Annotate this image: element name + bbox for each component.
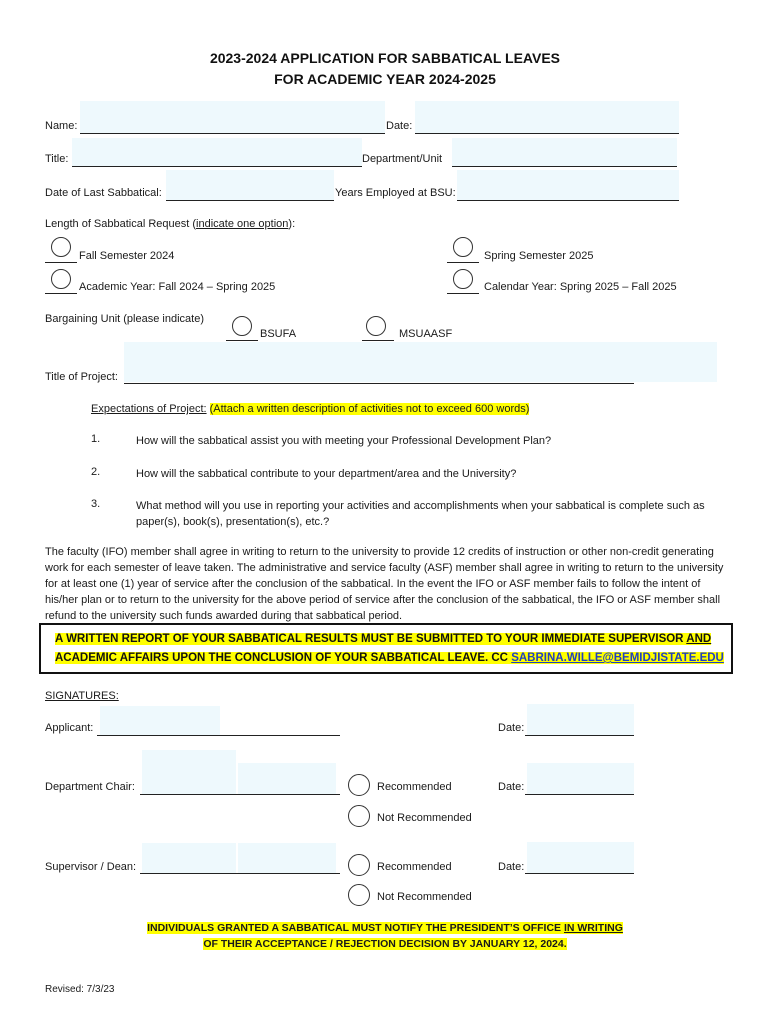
notice-line-2: ACADEMIC AFFAIRS UPON THE CONCLUSION OF YOUR SABBATICAL LEAVE. CC SABRINA.WILLE@BEMIDJISTATE.EDU	[55, 652, 724, 664]
question-2-number: 2.	[91, 466, 101, 478]
applicant-date-field[interactable]	[527, 704, 634, 735]
bsufa-radio[interactable]	[232, 316, 252, 336]
supervisor-date-line	[525, 873, 634, 874]
project-title-input[interactable]	[124, 342, 717, 382]
agreement-paragraph: The faculty (IFO) member shall agree in writing to return to the university to provide 12 credits of instruction or other non-credit generating work for each semester of leave taken. The administrative and service faculty (ASF) member shall agree in writing to return to the university for at least one (1) year of service after the conclusion of the sabbatical. In the event the IFO or ASF member fails to follow the intent of his/her plan or to return to the university for the above period of service after the conclusion of the sabbatical, the IFO or ASF member shall refund to the university such funds awarded during that sabbatical period.	[45, 546, 724, 622]
calendar-year-radio[interactable]	[453, 269, 473, 289]
project-title-line	[124, 383, 634, 384]
date-input[interactable]	[415, 101, 679, 133]
bargaining-label: Bargaining Unit (please indicate)	[45, 313, 204, 325]
form-title-line1: 2023-2024 APPLICATION FOR SABBATICAL LEAVES	[209, 50, 561, 66]
signatures-heading: SIGNATURES:	[45, 690, 119, 702]
chair-not-recommended-radio[interactable]	[348, 805, 370, 827]
spring-2025-label: Spring Semester 2025	[484, 250, 594, 262]
spring-2025-radio[interactable]	[453, 237, 473, 257]
question-3-number: 3.	[91, 498, 101, 510]
final-notice-line-1: INDIVIDUALS GRANTED A SABBATICAL MUST NOTIFY THE PRESIDENT’S OFFICE IN WRITING	[147, 922, 623, 934]
last-sabbatical-line	[166, 200, 334, 201]
title-line	[72, 166, 362, 167]
chair-signature-field-a[interactable]	[142, 750, 236, 794]
calendar-year-blank	[447, 293, 479, 294]
department-input[interactable]	[452, 138, 677, 166]
msuaasf-radio[interactable]	[366, 316, 386, 336]
expectations-heading: Expectations of Project: (Attach a written description of activities not to exceed 600 words)	[91, 403, 530, 415]
chair-not-recommended-label: Not Recommended	[377, 812, 472, 824]
applicant-label: Applicant:	[45, 722, 94, 734]
years-employed-input[interactable]	[457, 170, 679, 200]
question-1-text: How will the sabbatical assist you with meeting your Professional Development Plan?	[136, 435, 552, 447]
chair-recommended-label: Recommended	[377, 781, 452, 793]
chair-date-line	[525, 794, 634, 795]
name-line	[80, 133, 385, 134]
revised-date: Revised: 7/3/23	[45, 984, 115, 995]
chair-label: Department Chair:	[45, 781, 135, 793]
last-sabbatical-input[interactable]	[166, 170, 334, 200]
expectations-note: (Attach a written description of activities not to exceed 600 words)	[209, 403, 530, 415]
fall-2024-label: Fall Semester 2024	[79, 250, 175, 262]
title-input[interactable]	[72, 138, 362, 166]
final-notice-line-2: OF THEIR ACCEPTANCE / REJECTION DECISION BY JANUARY 12, 2024.	[203, 938, 567, 950]
academic-year-label: Academic Year: Fall 2024 – Spring 2025	[79, 281, 276, 293]
project-title-label: Title of Project:	[45, 371, 118, 383]
applicant-date-line	[525, 735, 634, 736]
spring-2025-blank	[447, 262, 479, 263]
years-employed-line	[457, 200, 679, 201]
date-label: Date:	[386, 120, 413, 132]
msuaasf-label: MSUAASF	[399, 328, 453, 340]
supervisor-not-recommended-radio[interactable]	[348, 884, 370, 906]
bsufa-label: BSUFA	[260, 328, 297, 340]
chair-signature-field-b[interactable]	[238, 763, 336, 794]
title-label: Title:	[45, 153, 69, 165]
question-2-text: How will the sabbatical contribute to your department/area and the University?	[136, 468, 517, 480]
report-notice-box	[39, 623, 733, 674]
name-label: Name:	[45, 120, 78, 132]
form-title-line2: FOR ACADEMIC YEAR 2024-2025	[274, 71, 496, 87]
supervisor-date-field[interactable]	[527, 842, 634, 873]
supervisor-signature-field-a[interactable]	[142, 843, 236, 874]
chair-date-field[interactable]	[527, 763, 634, 794]
supervisor-not-recommended-label: Not Recommended	[377, 891, 472, 903]
supervisor-recommended-label: Recommended	[377, 861, 452, 873]
applicant-line	[97, 735, 340, 736]
fall-2024-radio[interactable]	[51, 237, 71, 257]
date-line	[415, 133, 679, 134]
supervisor-label: Supervisor / Dean:	[45, 861, 137, 873]
department-label: Department/Unit	[362, 153, 443, 165]
applicant-date-label: Date:	[498, 722, 525, 734]
years-employed-label: Years Employed at BSU:	[335, 187, 456, 199]
academic-year-radio[interactable]	[51, 269, 71, 289]
notice-line-1: A WRITTEN REPORT OF YOUR SABBATICAL RESULTS MUST BE SUBMITTED TO YOUR IMMEDIATE SUPERVISOR AND	[55, 633, 712, 645]
name-input[interactable]	[80, 101, 385, 133]
chair-line	[140, 794, 340, 795]
email-link[interactable]: SABRINA.WILLE@BEMIDJISTATE.EDU	[511, 652, 724, 664]
department-line	[452, 166, 677, 167]
question-1-number: 1.	[91, 433, 101, 445]
last-sabbatical-label: Date of Last Sabbatical:	[45, 187, 162, 199]
academic-year-blank	[45, 293, 77, 294]
length-label: Length of Sabbatical Request (indicate one option):	[45, 218, 296, 230]
supervisor-recommended-radio[interactable]	[348, 854, 370, 876]
calendar-year-label: Calendar Year: Spring 2025 – Fall 2025	[484, 281, 677, 293]
chair-recommended-radio[interactable]	[348, 774, 370, 796]
bsufa-blank	[226, 340, 258, 341]
applicant-signature-field[interactable]	[100, 706, 220, 735]
supervisor-date-label: Date:	[498, 861, 525, 873]
chair-date-label: Date:	[498, 781, 525, 793]
fall-2024-blank	[45, 262, 77, 263]
supervisor-line	[140, 873, 340, 874]
supervisor-signature-field-b[interactable]	[238, 843, 336, 874]
question-3-text: What method will you use in reporting your activities and accomplishments when your sabbatical is complete such as paper(s), book(s), presentation(s), etc.?	[136, 500, 705, 528]
msuaasf-blank	[362, 340, 394, 341]
